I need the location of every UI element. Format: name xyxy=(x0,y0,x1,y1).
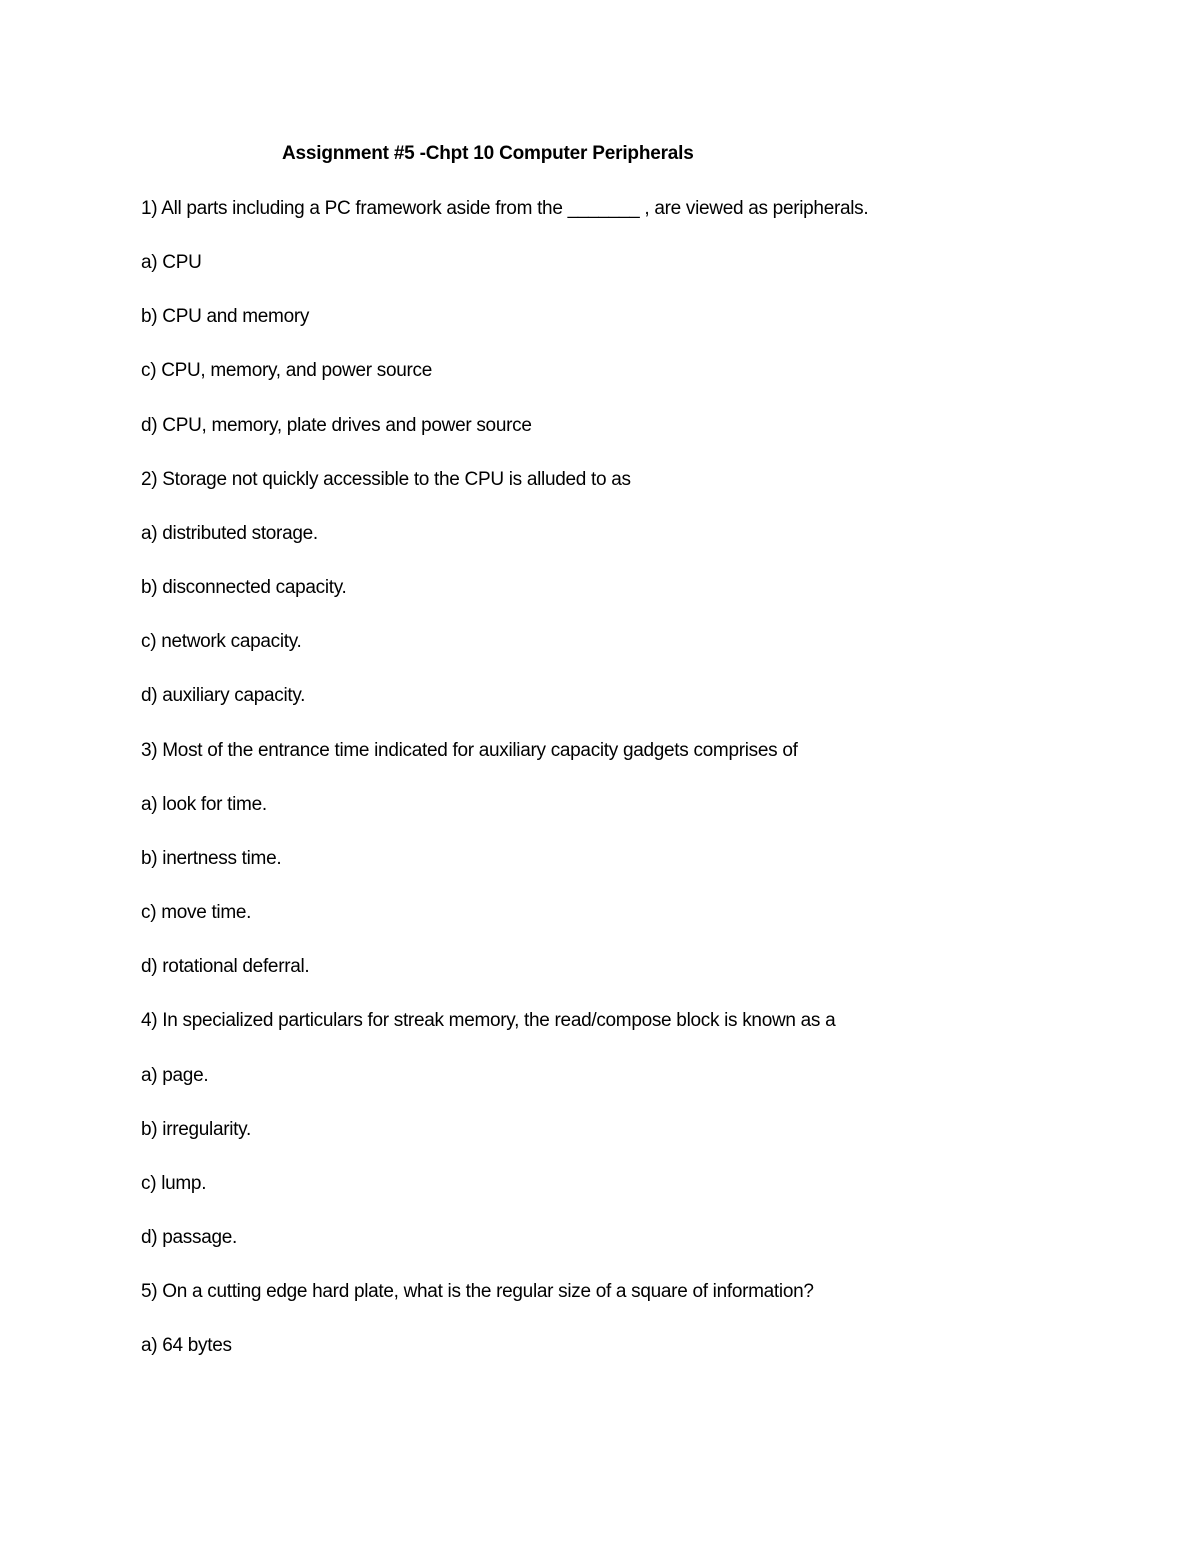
question-5: 5) On a cutting edge hard plate, what is the regular size of a square of information? xyxy=(141,1281,814,1302)
question-1-option-d: d) CPU, memory, plate drives and power source xyxy=(141,415,532,436)
question-3-option-d: d) rotational deferral. xyxy=(141,956,310,977)
question-3-option-c: c) move time. xyxy=(141,902,252,923)
question-2-option-c: c) network capacity. xyxy=(141,631,302,652)
document-title: Assignment #5 -Chpt 10 Computer Peripherals xyxy=(282,143,694,164)
question-2-option-a: a) distributed storage. xyxy=(141,523,318,544)
question-2-option-b: b) disconnected capacity. xyxy=(141,577,347,598)
question-3-option-b: b) inertness time. xyxy=(141,848,282,869)
question-4-option-a: a) page. xyxy=(141,1065,209,1086)
question-4-option-c: c) lump. xyxy=(141,1173,207,1194)
question-1-option-c: c) CPU, memory, and power source xyxy=(141,360,432,381)
question-1-option-b: b) CPU and memory xyxy=(141,306,310,327)
question-2: 2) Storage not quickly accessible to the CPU is alluded to as xyxy=(141,469,631,490)
question-3-option-a: a) look for time. xyxy=(141,794,267,815)
question-3: 3) Most of the entrance time indicated for auxiliary capacity gadgets comprises of xyxy=(141,740,798,761)
question-4: 4) In specialized particulars for streak memory, the read/compose block is known as a xyxy=(141,1010,836,1031)
question-4-option-d: d) passage. xyxy=(141,1227,237,1248)
question-2-option-d: d) auxiliary capacity. xyxy=(141,685,306,706)
question-5-option-a: a) 64 bytes xyxy=(141,1335,232,1356)
question-4-option-b: b) irregularity. xyxy=(141,1119,251,1140)
question-1: 1) All parts including a PC framework aside from the _______ , are viewed as peripherals. xyxy=(141,198,869,219)
question-1-option-a: a) CPU xyxy=(141,252,202,273)
